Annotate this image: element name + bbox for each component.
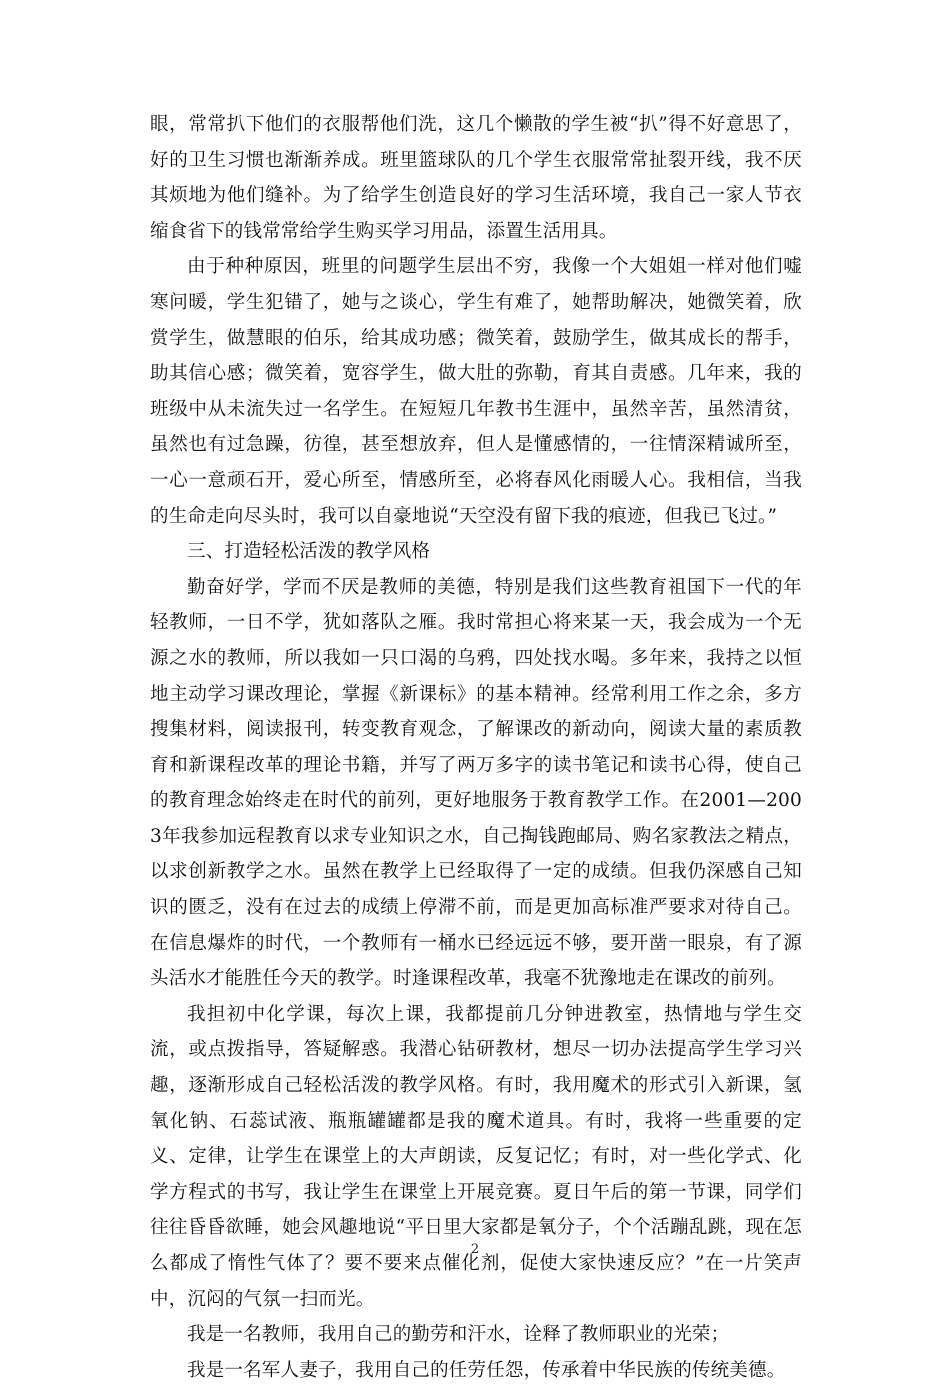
- page-number: 2: [470, 1242, 480, 1257]
- paragraph-4: 我担初中化学课，每次上课，我都提前几分钟进教室，热情地与学生交流，或点拨指导，答疑解惑。我潜心钻研教材，想尽一切办法提高学生学习兴趣，逐渐形成自己轻松活泼的教学风格。有时，我用魔术的形式引入新课，氢氧化钠、石蕊试液、瓶瓶罐罐都是我的魔术道具。有时，我将一些重要的定义、定律，让学生在课堂上的大声朗读，反复记忆；有时，对一些化学式、化学方程式的书写，我让学生在课堂上开展竞赛。夏日午后的第一节课，同学们往往昏昏欲睡，她会风趣地说“平日里大家都是氧分子，个个活蹦乱跳，现在怎么都成了惰性气体了？要不要来点催化剂，促使大家快速反应？”在一片笑声中，沉闷的气氛一扫而光。: [150, 1003, 802, 1310]
- paragraph-2: 由于种种原因，班里的问题学生层出不穷，我像一个大姐姐一样对他们嘘寒问暖，学生犯错了，她与之谈心，学生有难了，她帮助解决，她微笑着，欣赏学生，做慧眼的伯乐，给其成功感；微笑着，鼓励学生，做其成长的帮手，助其信心感；微笑着，宽容学生，做大肚的弥勒，育其自责感。几年来，我的班级中从未流失过一名学生。在短短几年教书生涯中，虽然辛苦，虽然清贫，虽然也有过急躁，彷徨，甚至想放弃，但人是懂感情的，一往情深精诚所至，一心一意顽石开，爱心所至，情感所至，必将春风化雨暖人心。我相信，当我的生命走向尽头时，我可以自豪地说“天空没有留下我的痕迹，但我已飞过。”: [150, 256, 802, 527]
- document-body: [150, 107, 802, 1388]
- paragraph-1: 眼，常常扒下他们的衣服帮他们洗，这几个懒散的学生被“扒”得不好意思了，好的卫生习惯也渐渐养成。班里篮球队的几个学生衣服常常扯裂开线，我不厌其烦地为他们缝补。为了给学生创造良好的学习生活环境，我自己一家人节衣缩食省下的钱常常给学生购买学习用品，添置生活用具。: [150, 114, 802, 242]
- paragraph-3: 勤奋好学，学而不厌是教师的美德，特别是我们这些教育祖国下一代的年轻教师，一日不学，犹如落队之雁。我时常担心将来某一天，我会成为一个无源之水的教师，所以我如一只口渴的乌鸦，四处找水喝。多年来，我持之以恒地主动学习课改理论，掌握《新课标》的基本精神。经常利用工作之余，多方搜集材料，阅读报刊，转变教育观念，了解课改的新动向，阅读大量的素质教育和新课程改革的理论书籍，并写了两万多字的读书笔记和读书心得，使自己的教育理念始终走在时代的前列，更好地服务于教育教学工作。在2001—2003年我参加远程教育以求专业知识之水，自己掏钱跑邮局、购名家教法之精点，以求创新教学之水。虽然在教学上已经取得了一定的成绩。但我仍深感自己知识的匮乏，没有在过去的成绩上停滞不前，而是更加高标准严要求对待自己。在信息爆炸的时代，一个教师有一桶水已经远远不够，要开凿一眼泉，有了源头活水才能胜任今天的教学。时逢课程改革，我毫不犹豫地走在课改的前列。: [150, 576, 802, 990]
- paragraph-5: 我是一名教师，我用自己的勤劳和汗水，诠释了教师职业的光荣；: [187, 1324, 730, 1346]
- section-heading: 三、打造轻松活泼的教学风格: [187, 541, 431, 563]
- paragraph-6: 我是一名军人妻子，我用自己的任劳任怨，传承着中华民族的传统美德。: [187, 1359, 786, 1381]
